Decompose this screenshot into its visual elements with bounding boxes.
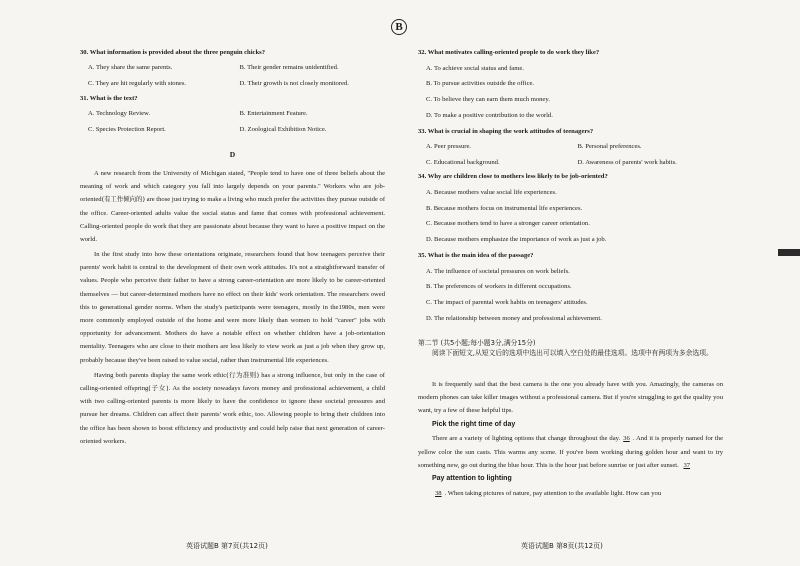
passage-paragraph (80, 167, 385, 246)
paragraph-text: are those just trying to make a living who much prefer the activities they pursue outside of the office. Career-oriented adults value the social status and fame that comes with professional achievement. Calling-oriented people do work that they are passionate about because they want to have a positive impact on the world. (80, 196, 386, 243)
blank-38[interactable]: 38 (435, 489, 442, 497)
tip-heading: Pay attention to lighting (432, 474, 512, 482)
paragraph-text: . As the society nowadays favors money and professional achievement, a child with two calling-oriented parents is more likely to have the confidence to ignore these societal pressures and pursue her dreams. Children can affect their parents' work ethic, too. Allowing people to bring their children into the office has been shown to boost efficiency and productivity and could help raise that next generation of career-oriented workers. (80, 384, 385, 445)
question-35: 35. What is the main idea of the passage? (418, 251, 534, 259)
question-34-options (418, 188, 723, 245)
option: C. They are hit regularly with stones. (88, 80, 187, 88)
paragraph-text: . When taking pictures of nature, pay attention to the available light. How can you (444, 489, 662, 497)
option: A. Because mothers value social life experiences. (426, 188, 557, 196)
chinese-gloss: (有工作倾向的) (101, 195, 145, 204)
option: B. Entertainment Feature. (239, 109, 308, 117)
version-badge: B (391, 19, 407, 35)
section-heading: D (229, 150, 236, 160)
blank-37[interactable]: 37 (683, 461, 691, 469)
option: A. To achieve social status and fame. (426, 64, 524, 72)
question-34: 34. Why are children close to mothers less likely to be job-oriented? (418, 173, 608, 181)
question-32-options (418, 64, 723, 121)
option: D. The relationship between money and professional achievement. (426, 314, 602, 322)
option: A. Technology Review. (88, 109, 150, 117)
option: B. Because mothers focus on instrumental life experiences. (426, 204, 583, 212)
question-33-options (418, 142, 723, 168)
question-31: 31. What is the text? (80, 94, 138, 102)
option: D. Because mothers emphasize the importance of work as just a job. (426, 236, 607, 244)
option: C. The impact of parental work habits on teenagers' attitudes. (426, 299, 588, 306)
part-two-heading: 第二节 (共5小题;每小题3分,满分15分) (418, 338, 536, 347)
page-edge-mark (778, 249, 800, 256)
passage-intro: It is frequently said that the best camera is the one you already have with you. Amazingly, the cameras on modern phones can take killer images without a professional camera. But if you're struggling to get the quality you want, try a few of these helpful tips. (418, 381, 723, 415)
tip-heading: Pick the right time of day (432, 420, 516, 428)
option: C. To believe they can earn them much money. (426, 96, 550, 104)
chinese-gloss: (子女) (148, 383, 169, 392)
question-30-options (80, 63, 385, 89)
option: A. The influence of societal pressures on work beliefs. (426, 267, 570, 275)
passage-paragraph (418, 487, 723, 500)
passage-paragraph: In the first study into how these orientations originate, researchers found that how teenagers perceive their parents' work habit is central to the development of their own work attitudes. It's not a straightforward transfer of values. People who perceive their father to have a strong career-orientation are more likely to be career-oriented themselves — but career-determined mothers have no effect on their kids' work orientation. The researchers owed this to generational gender norms. When the study's participants were teenagers, mostly in the1980s, men were more commonly employed outside of the home and were more likely than women to hold "career" jobs with opportunity for advancement. Mothers do have a notable effect on whether children have a job-orientation mentality. Teenagers who are close to their mothers are less likely to view work as just a job when they grow up, probably because they've been raised to value social, rather than instrumental life experiences. (80, 251, 385, 364)
question-31-options (80, 109, 385, 135)
question-30: 30. What information is provided about the three penguin chicks? (80, 49, 266, 56)
option: C. Educational background. (426, 159, 500, 167)
option: C. Because mothers tend to have a stronger career orientation. (426, 220, 590, 228)
option: D. Zoological Exhibition Notice. (239, 126, 327, 134)
chinese-gloss: (行为准则) (226, 370, 260, 379)
option: A. Peer pressure. (426, 142, 472, 150)
page-footer-left: 英语试题B 第7页(共12页) (186, 542, 268, 550)
paragraph-text: A new research from the University of Michigan stated, "People tend to have one of three beliefs about the meaning of work and which category you fall into largely depends on your parents." Workers who are job-oriented (80, 169, 385, 204)
blank-36[interactable]: 36 (623, 435, 630, 443)
passage-paragraph (418, 432, 723, 472)
paragraph-text: Having both parents display the same work ethic (94, 371, 227, 379)
option: B. Their gender remains unidentified. (239, 64, 339, 72)
option: D. Their growth is not closely monitored. (239, 80, 349, 88)
option: B. To pursue activities outside the office. (426, 80, 535, 88)
option: A. They share the same parents. (88, 64, 173, 72)
option: D. To make a positive contribution to the world. (426, 111, 553, 119)
option: B. Personal preferences. (577, 142, 642, 150)
question-33: 33. What is crucial in shaping the work attitudes of teenagers? (418, 127, 594, 135)
option: D. Awareness of parents' work habits. (577, 159, 677, 167)
option: B. The preferences of workers in different occupations. (426, 283, 572, 291)
question-32: 32. What motivates calling-oriented people to do work they like? (418, 49, 600, 56)
page-footer-right: 英语试题B 第8页(共12页) (521, 542, 603, 550)
instructions: 阅读下面短文,从短文后的选项中选出可以填入空白处的最佳选项。选项中有两项为多余选项。 (432, 349, 713, 358)
paragraph-text: has a strong influence, but only in the case of calling-oriented offspring (80, 371, 385, 392)
right-column (418, 46, 723, 502)
question-35-options (418, 267, 723, 324)
left-column (80, 46, 385, 450)
option: C. Species Protection Report. (88, 126, 166, 134)
paragraph-text: There are a variety of lighting options that change throughout the day. (432, 435, 621, 443)
passage-paragraph (80, 369, 385, 448)
paragraph-text: . And it is properly named for the yellow color the sun casts. This warms any scene. If you've been working during golden hour and want to try something new, go out during the blue hour. This is the hour just before sunrise or just after sunset. (418, 435, 723, 469)
